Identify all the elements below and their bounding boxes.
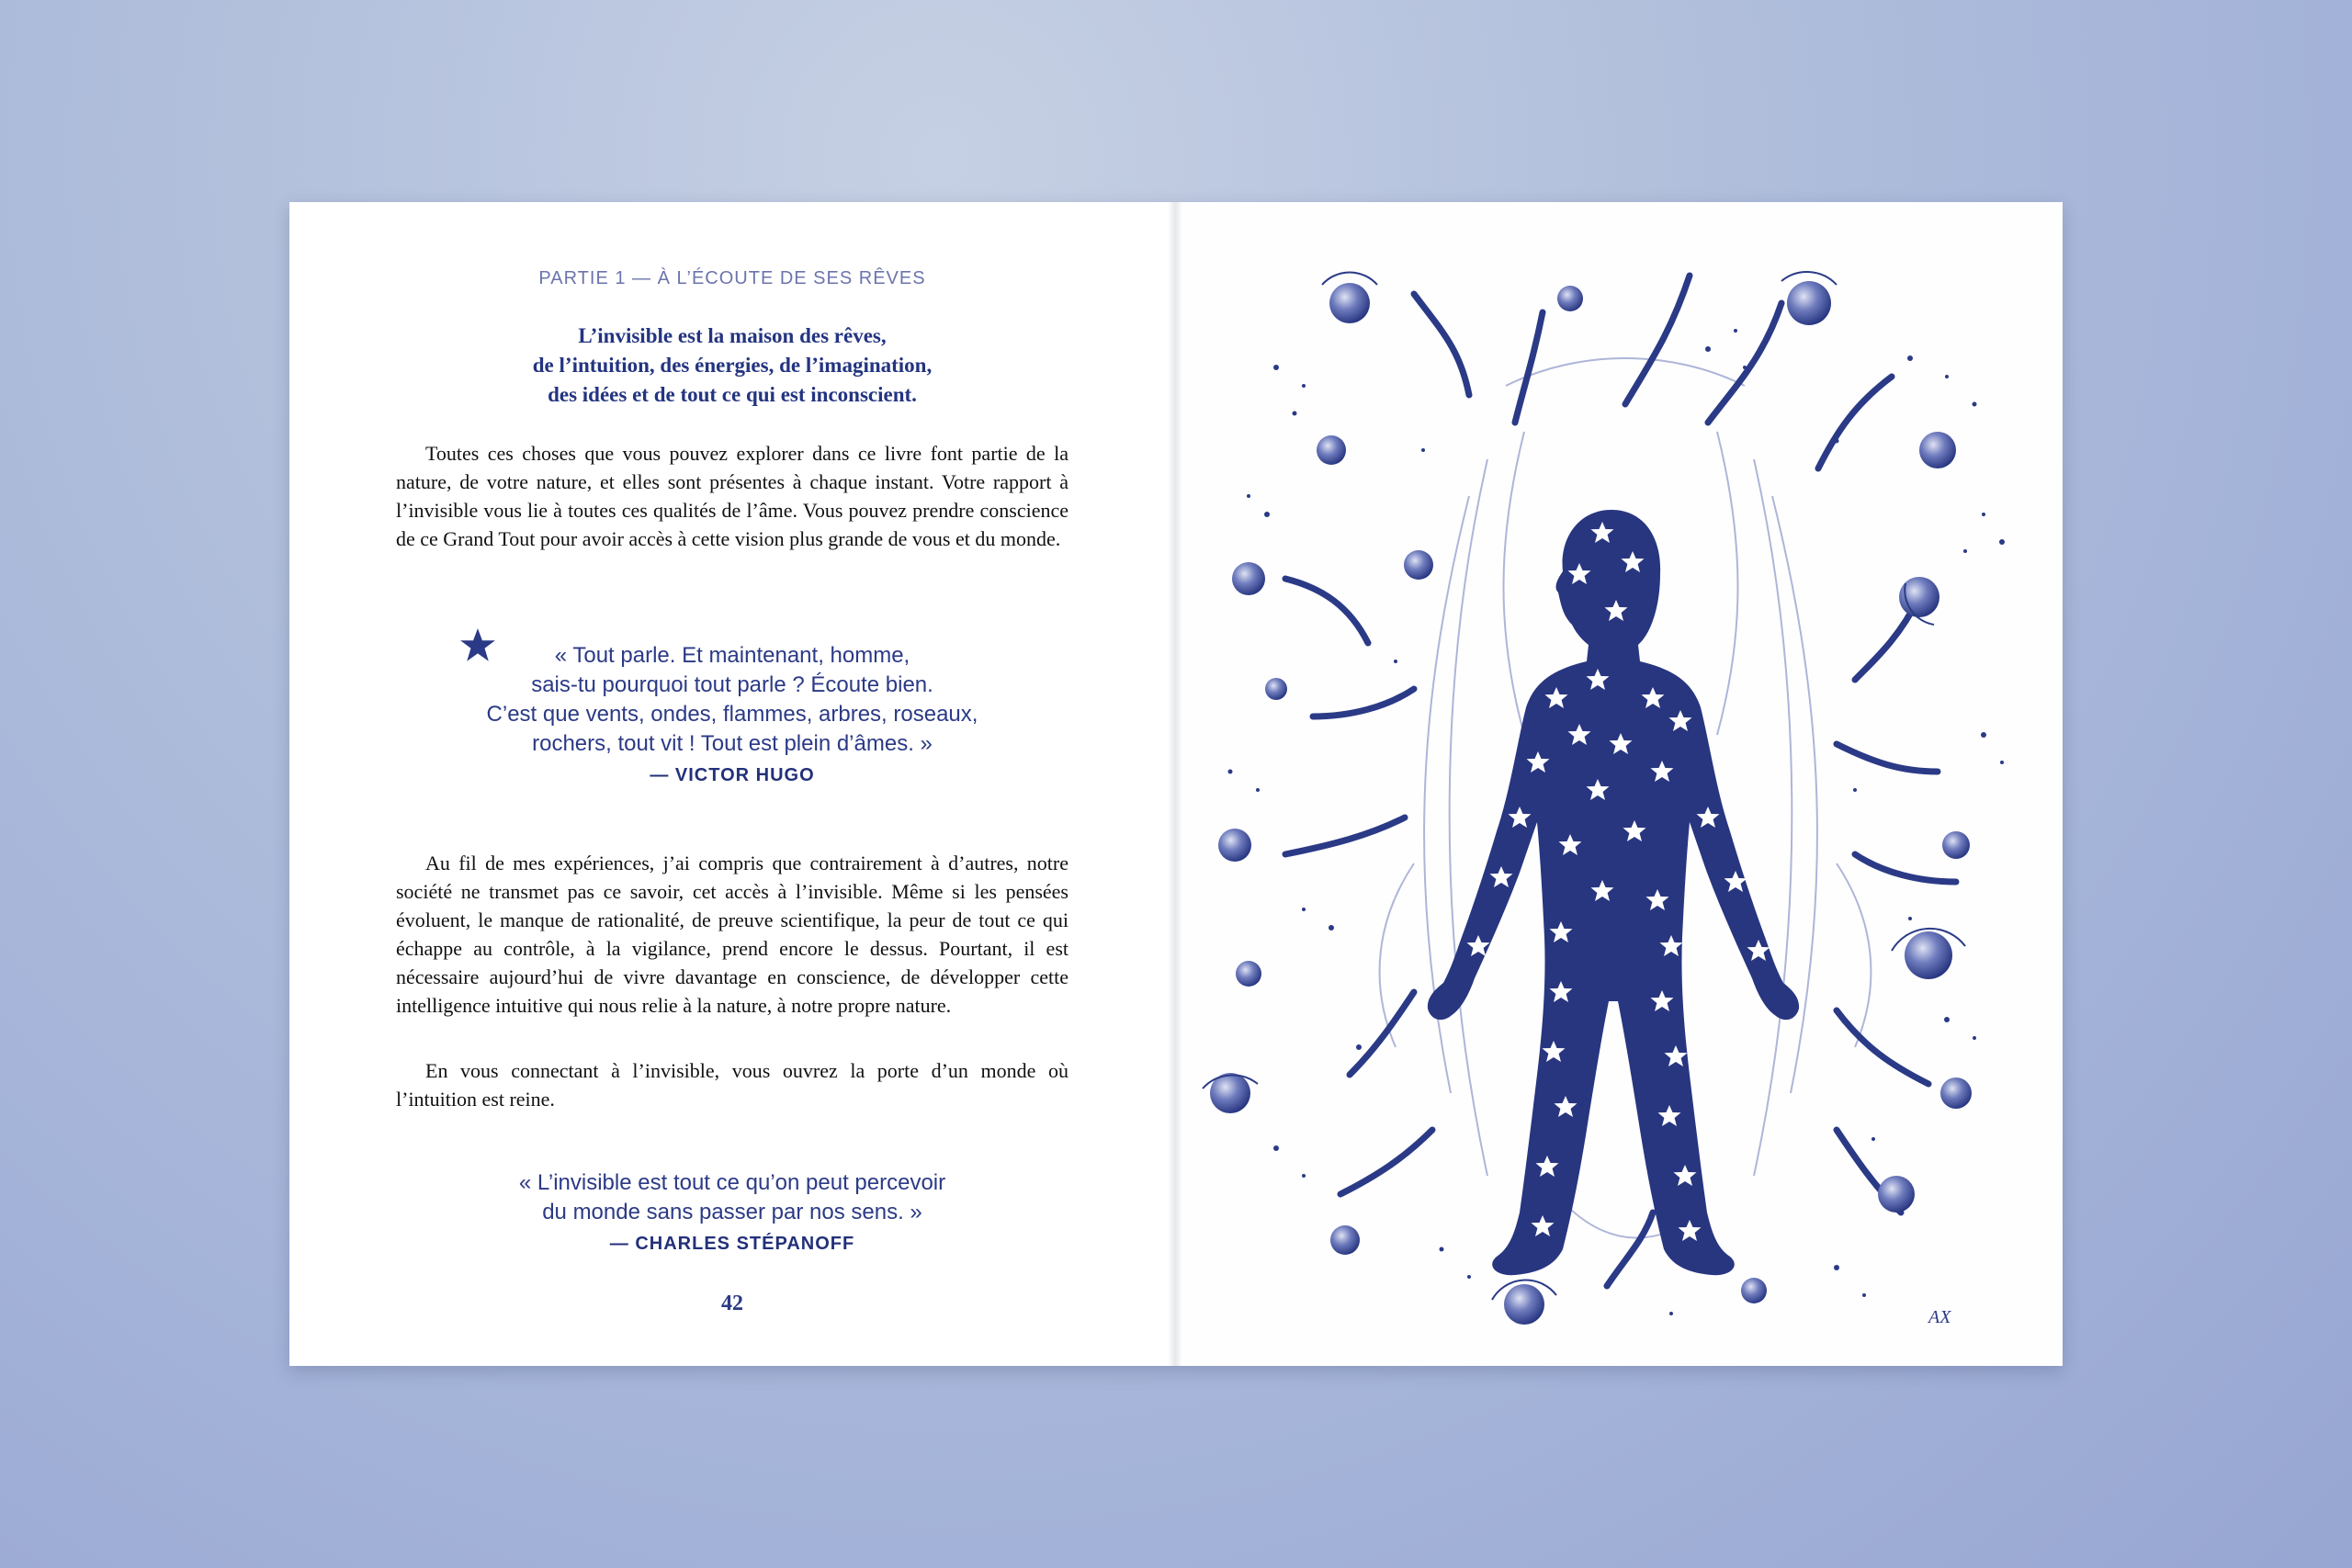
quote-author: — VICTOR HUGO [650, 765, 815, 785]
lead-line: L’invisible est la maison des rêves, [578, 324, 887, 347]
quote-line: sais-tu pourquoi tout parle ? Écoute bien. [531, 672, 933, 697]
lead-statement [400, 321, 1065, 410]
quote-line: C’est que vents, ondes, flammes, arbres, roseaux, [486, 702, 978, 727]
right-page [1175, 202, 2063, 1366]
paragraph-3: En vous connectant à l’invisible, vous ouvrez la porte d’un monde où l’intuition est reine. [396, 1059, 1069, 1111]
book-spread [289, 202, 2063, 1366]
quote-victor-hugo [381, 641, 1083, 790]
page-number: 42 [721, 1292, 743, 1315]
running-head: PARTIE 1 — À L’ÉCOUTE DE SES RÊVES [538, 268, 926, 288]
left-page [289, 202, 1175, 1366]
quote-line: « L’invisible est tout ce qu’on peut percevoir [518, 1170, 946, 1195]
quote-line: rochers, tout vit ! Tout est plein d’âmes. » [532, 731, 933, 756]
quote-line: « Tout parle. Et maintenant, homme, [554, 643, 910, 668]
paragraph-1: Toutes ces choses que vous pouvez explorer dans ce livre font partie de la nature, de votre nature, et elles sont présentes à chaque instant. Votre rapport à l’invisible vous lie à toutes ces qualités de l’âme. Vous pouvez prendre conscience de ce Grand Tout pour avoir accès à cette vision plus grande de vous et du monde. [396, 442, 1069, 550]
book-gutter [1168, 202, 1182, 1366]
star-figure-illustration [1193, 220, 2044, 1348]
quote-author: — CHARLES STÉPANOFF [609, 1234, 855, 1254]
artist-signature: AX [1928, 1307, 1951, 1327]
lead-line: des idées et de tout ce qui est inconscient. [548, 383, 917, 406]
quote-charles-stepanoff [381, 1168, 1083, 1258]
paragraph-2: Au fil de mes expériences, j’ai compris que contrairement à d’autres, notre société ne transmet pas ce savoir, cet accès à l’invisible. Même si les pensées évoluent, le manque de rationalité, de preuve scientifique, la peur de tout ce qui échappe au contrôle, à la vigilance, prend encore le dessus. Pourtant, il est nécessaire aujourd’hui de vivre davantage en conscience, de développer cette intelligence intuitive qui nous relie à la nature, à notre propre nature. [396, 852, 1069, 1017]
quote-line: du monde sans passer par nos sens. » [542, 1200, 922, 1224]
lead-line: de l’intuition, des énergies, de l’imagination, [532, 354, 933, 377]
